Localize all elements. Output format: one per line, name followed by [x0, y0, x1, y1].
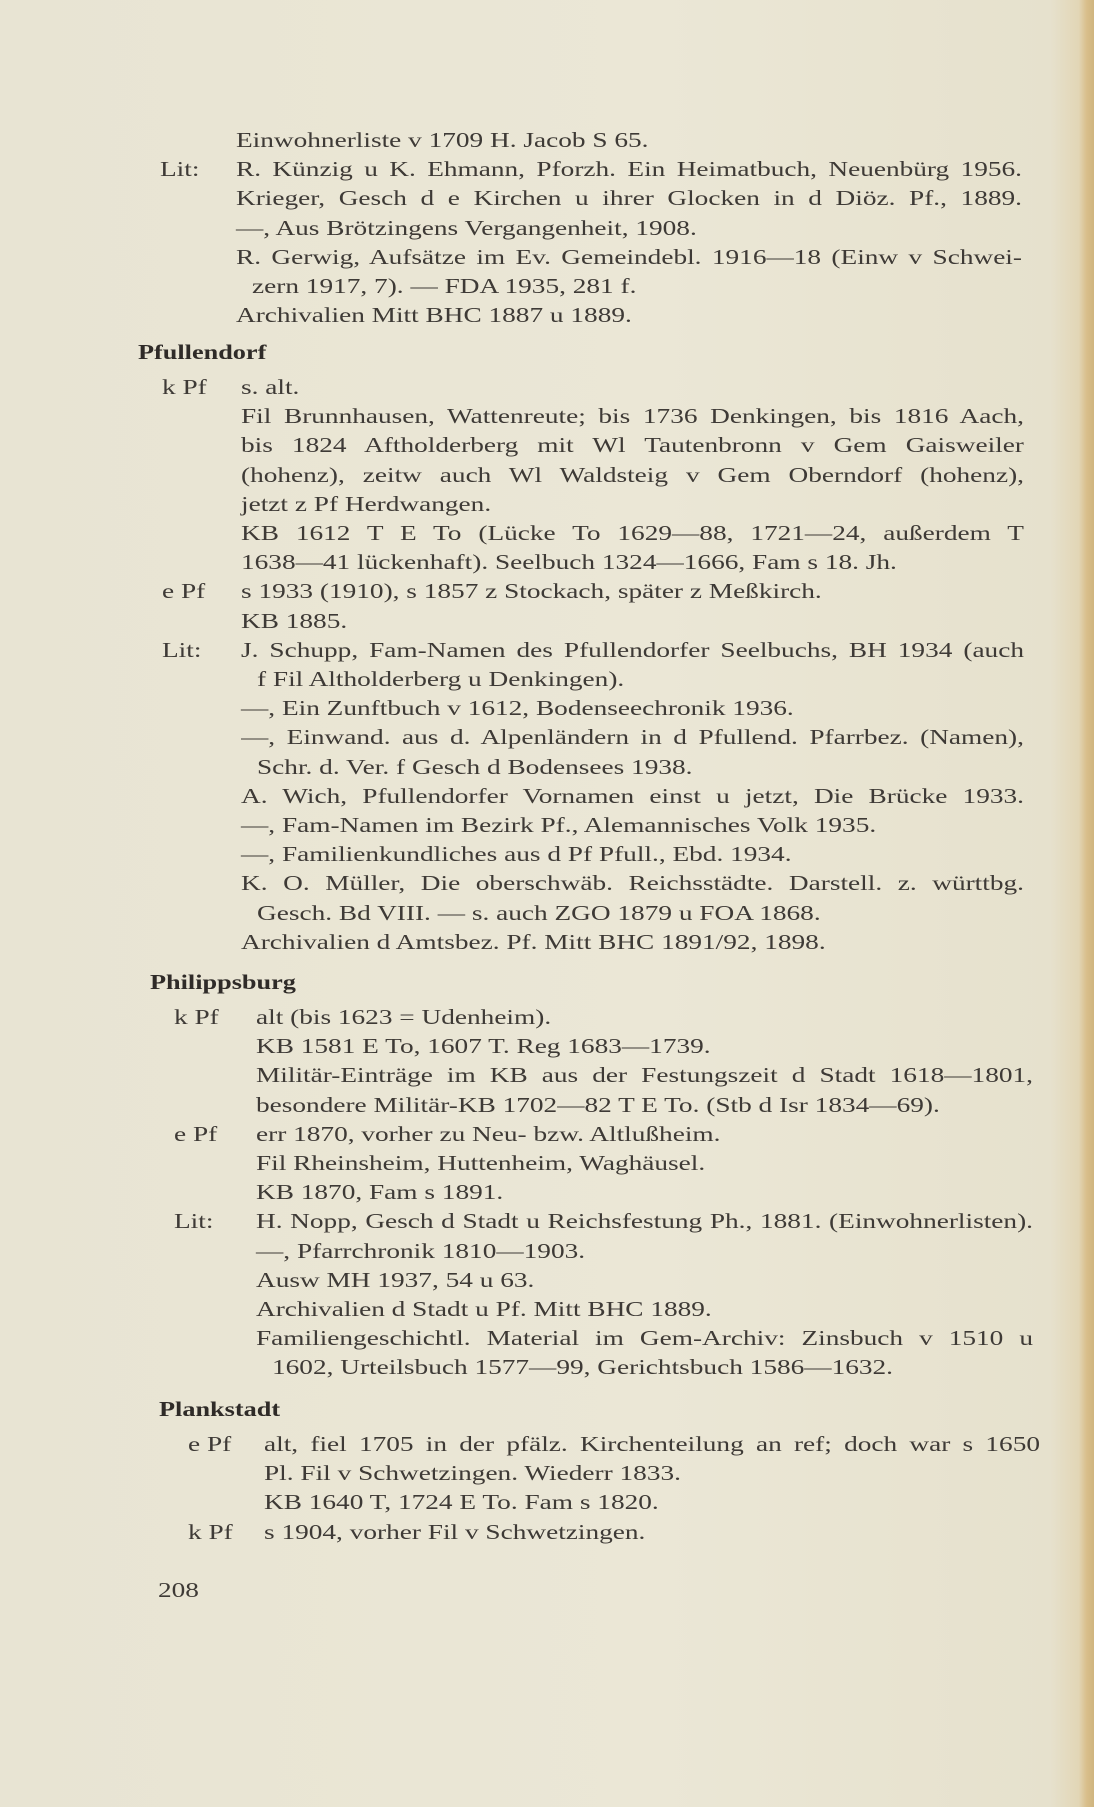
entry-text: Einwohnerliste v 1709 H. Jacob S 65.	[236, 128, 649, 152]
entry-line	[0, 126, 1094, 155]
entry-label: k Pf	[162, 375, 207, 399]
entry-line	[0, 1120, 1094, 1149]
entry-line	[0, 1237, 1094, 1266]
entry-label: e Pf	[188, 1432, 232, 1456]
entry-text: Archivalien Mitt BHC 1887 u 1889.	[236, 303, 632, 328]
entry-line	[0, 1295, 1094, 1324]
entry-line	[0, 1459, 1094, 1488]
entry-line	[0, 1430, 1094, 1459]
entry-line	[0, 402, 1094, 431]
entry-text: besondere Militär-KB 1702—82 T E To. (Stb d Isr 1834—69).	[256, 1092, 940, 1117]
entry-text: err 1870, vorher zu Neu- bzw. Altlußheim.	[256, 1121, 721, 1146]
entry-line	[0, 869, 1094, 898]
entry-label: Lit:	[160, 157, 200, 182]
entry-text: bis 1824 Aftholderberg mit Wl Tautenbronn v Gem Gaisweiler	[241, 433, 1024, 458]
entry-line	[0, 1518, 1094, 1547]
entry-line	[0, 1061, 1094, 1090]
entry-text: Fil Brunnhausen, Wattenreute; bis 1736 Denkingen, bis 1816 Aach,	[241, 404, 1024, 429]
entry-line	[0, 636, 1094, 665]
entry-line	[0, 577, 1094, 606]
entry-text: H. Nopp, Gesch d Stadt u Reichsfestung Ph., 1881. (Einwohnerlisten).	[256, 1209, 1033, 1234]
entry-text: Krieger, Gesch d e Kirchen u ihrer Glocken in d Diöz. Pf., 1889.	[236, 186, 1022, 211]
entry-text: KB 1885.	[241, 608, 348, 633]
entry-label: e Pf	[162, 579, 206, 604]
entry-line	[0, 840, 1094, 869]
entry-text: —, Aus Brötzingens Vergangenheit, 1908.	[236, 215, 697, 240]
entry-text: —, Pfarrchronik 1810—1903.	[256, 1238, 586, 1263]
entry-text: Archivalien d Amtsbez. Pf. Mitt BHC 1891/92, 1898.	[241, 929, 826, 954]
entry-text: Fil Rheinsheim, Huttenheim, Waghäusel.	[256, 1151, 706, 1175]
entry-line	[0, 1032, 1094, 1061]
entry-line	[0, 1353, 1094, 1382]
entry-line	[0, 1207, 1094, 1236]
entry-line	[0, 490, 1094, 519]
entry-line	[0, 548, 1094, 577]
entry-text: alt, fiel 1705 in der pfälz. Kirchenteilung an ref; doch war s 1650	[264, 1432, 1040, 1456]
place-heading: Philippsburg	[150, 970, 296, 994]
entry-text: J. Schupp, Fam-Namen des Pfullendorfer Seelbuchs, BH 1934 (auch	[241, 637, 1024, 662]
entry-text: —, Ein Zunftbuch v 1612, Bodenseechronik 1936.	[241, 696, 794, 721]
entry-text: s. alt.	[241, 375, 300, 399]
entry-line	[0, 694, 1094, 723]
entry-text: jetzt z Pf Herdwangen.	[241, 491, 492, 516]
place-heading: Plankstadt	[159, 1397, 281, 1421]
entry-text: A. Wich, Pfullendorfer Vornamen einst u jetzt, Die Brücke 1933.	[241, 783, 1024, 808]
entry-text: Militär-Einträge im KB aus der Festungszeit d Stadt 1618—1801,	[256, 1063, 1033, 1088]
entry-line	[0, 461, 1094, 490]
entry-label: k Pf	[188, 1519, 233, 1544]
entry-line	[0, 1324, 1094, 1353]
entry-text: —, Familienkundliches aus d Pf Pfull., Ebd. 1934.	[241, 842, 792, 867]
entry-text: alt (bis 1623 = Udenheim).	[256, 1005, 552, 1029]
entry-line	[0, 243, 1094, 272]
page-number: 208	[158, 1578, 199, 1602]
entry-line	[0, 214, 1094, 243]
entry-line	[0, 753, 1094, 782]
entry-line	[0, 665, 1094, 694]
entry-text: 1638—41 lückenhaft). Seelbuch 1324—1666, Fam s 18. Jh.	[241, 550, 897, 575]
entry-line	[0, 184, 1094, 213]
entry-line	[0, 899, 1094, 928]
entry-text: —, Einwand. aus d. Alpenländern in d Pfullend. Pfarrbez. (Namen),	[241, 725, 1024, 750]
entry-line	[0, 1091, 1094, 1120]
entry-line	[0, 782, 1094, 811]
entry-text: KB 1581 E To, 1607 T. Reg 1683—1739.	[256, 1034, 711, 1059]
entry-line	[0, 431, 1094, 460]
entry-text: zern 1917, 7). — FDA 1935, 281 f.	[252, 274, 637, 298]
entry-label: k Pf	[174, 1005, 219, 1029]
entry-text: R. Gerwig, Aufsätze im Ev. Gemeindebl. 1916—18 (Einw v Schwei-	[236, 244, 1022, 269]
place-heading: Pfullendorf	[138, 340, 267, 364]
entry-label: Lit:	[162, 637, 202, 662]
entry-line	[0, 272, 1094, 301]
entry-line	[0, 1178, 1094, 1207]
entry-line	[0, 1266, 1094, 1295]
entry-text: s 1904, vorher Fil v Schwetzingen.	[264, 1519, 646, 1544]
entry-text: Ausw MH 1937, 54 u 63.	[256, 1267, 535, 1292]
entry-line	[0, 1488, 1094, 1517]
entry-line	[0, 519, 1094, 548]
entry-line	[0, 1003, 1094, 1032]
entry-text: K. O. Müller, Die oberschwäb. Reichsstädte. Darstell. z. württbg.	[241, 871, 1024, 896]
entry-text: —, Fam-Namen im Bezirk Pf., Alemannisches Volk 1935.	[241, 813, 877, 837]
entry-text: Schr. d. Ver. f Gesch d Bodensees 1938.	[257, 754, 693, 779]
entry-text: Familiengeschichtl. Material im Gem-Archiv: Zinsbuch v 1510 u	[256, 1326, 1033, 1351]
entry-line	[0, 928, 1094, 957]
entry-line	[0, 723, 1094, 752]
entry-text: s 1933 (1910), s 1857 z Stockach, später z Meßkirch.	[241, 579, 822, 604]
entry-label: Lit:	[174, 1209, 214, 1234]
entry-line	[0, 155, 1094, 184]
entry-text: Gesch. Bd VIII. — s. auch ZGO 1879 u FOA 1868.	[257, 900, 821, 925]
entry-text: 1602, Urteilsbuch 1577—99, Gerichtsbuch 1586—1632.	[272, 1355, 894, 1380]
entry-text: f Fil Altholderberg u Denkingen).	[257, 667, 625, 691]
entry-text: (hohenz), zeitw auch Wl Waldsteig v Gem Oberndorf (hohenz),	[241, 462, 1024, 487]
entry-line	[0, 607, 1094, 636]
entry-label: e Pf	[174, 1121, 218, 1146]
entry-text: KB 1870, Fam s 1891.	[256, 1180, 504, 1205]
entry-line	[0, 373, 1094, 402]
entry-line	[0, 1149, 1094, 1178]
entry-line	[0, 811, 1094, 840]
entry-text: Archivalien d Stadt u Pf. Mitt BHC 1889.	[256, 1297, 712, 1321]
entry-text: KB 1640 T, 1724 E To. Fam s 1820.	[264, 1490, 659, 1515]
entry-text: KB 1612 T E To (Lücke To 1629—88, 1721—24, außerdem T	[241, 521, 1024, 545]
entry-text: Pl. Fil v Schwetzingen. Wiederr 1833.	[264, 1461, 681, 1486]
entry-text: R. Künzig u K. Ehmann, Pforzh. Ein Heimatbuch, Neuenbürg 1956.	[236, 157, 1022, 182]
entry-line	[0, 301, 1094, 330]
